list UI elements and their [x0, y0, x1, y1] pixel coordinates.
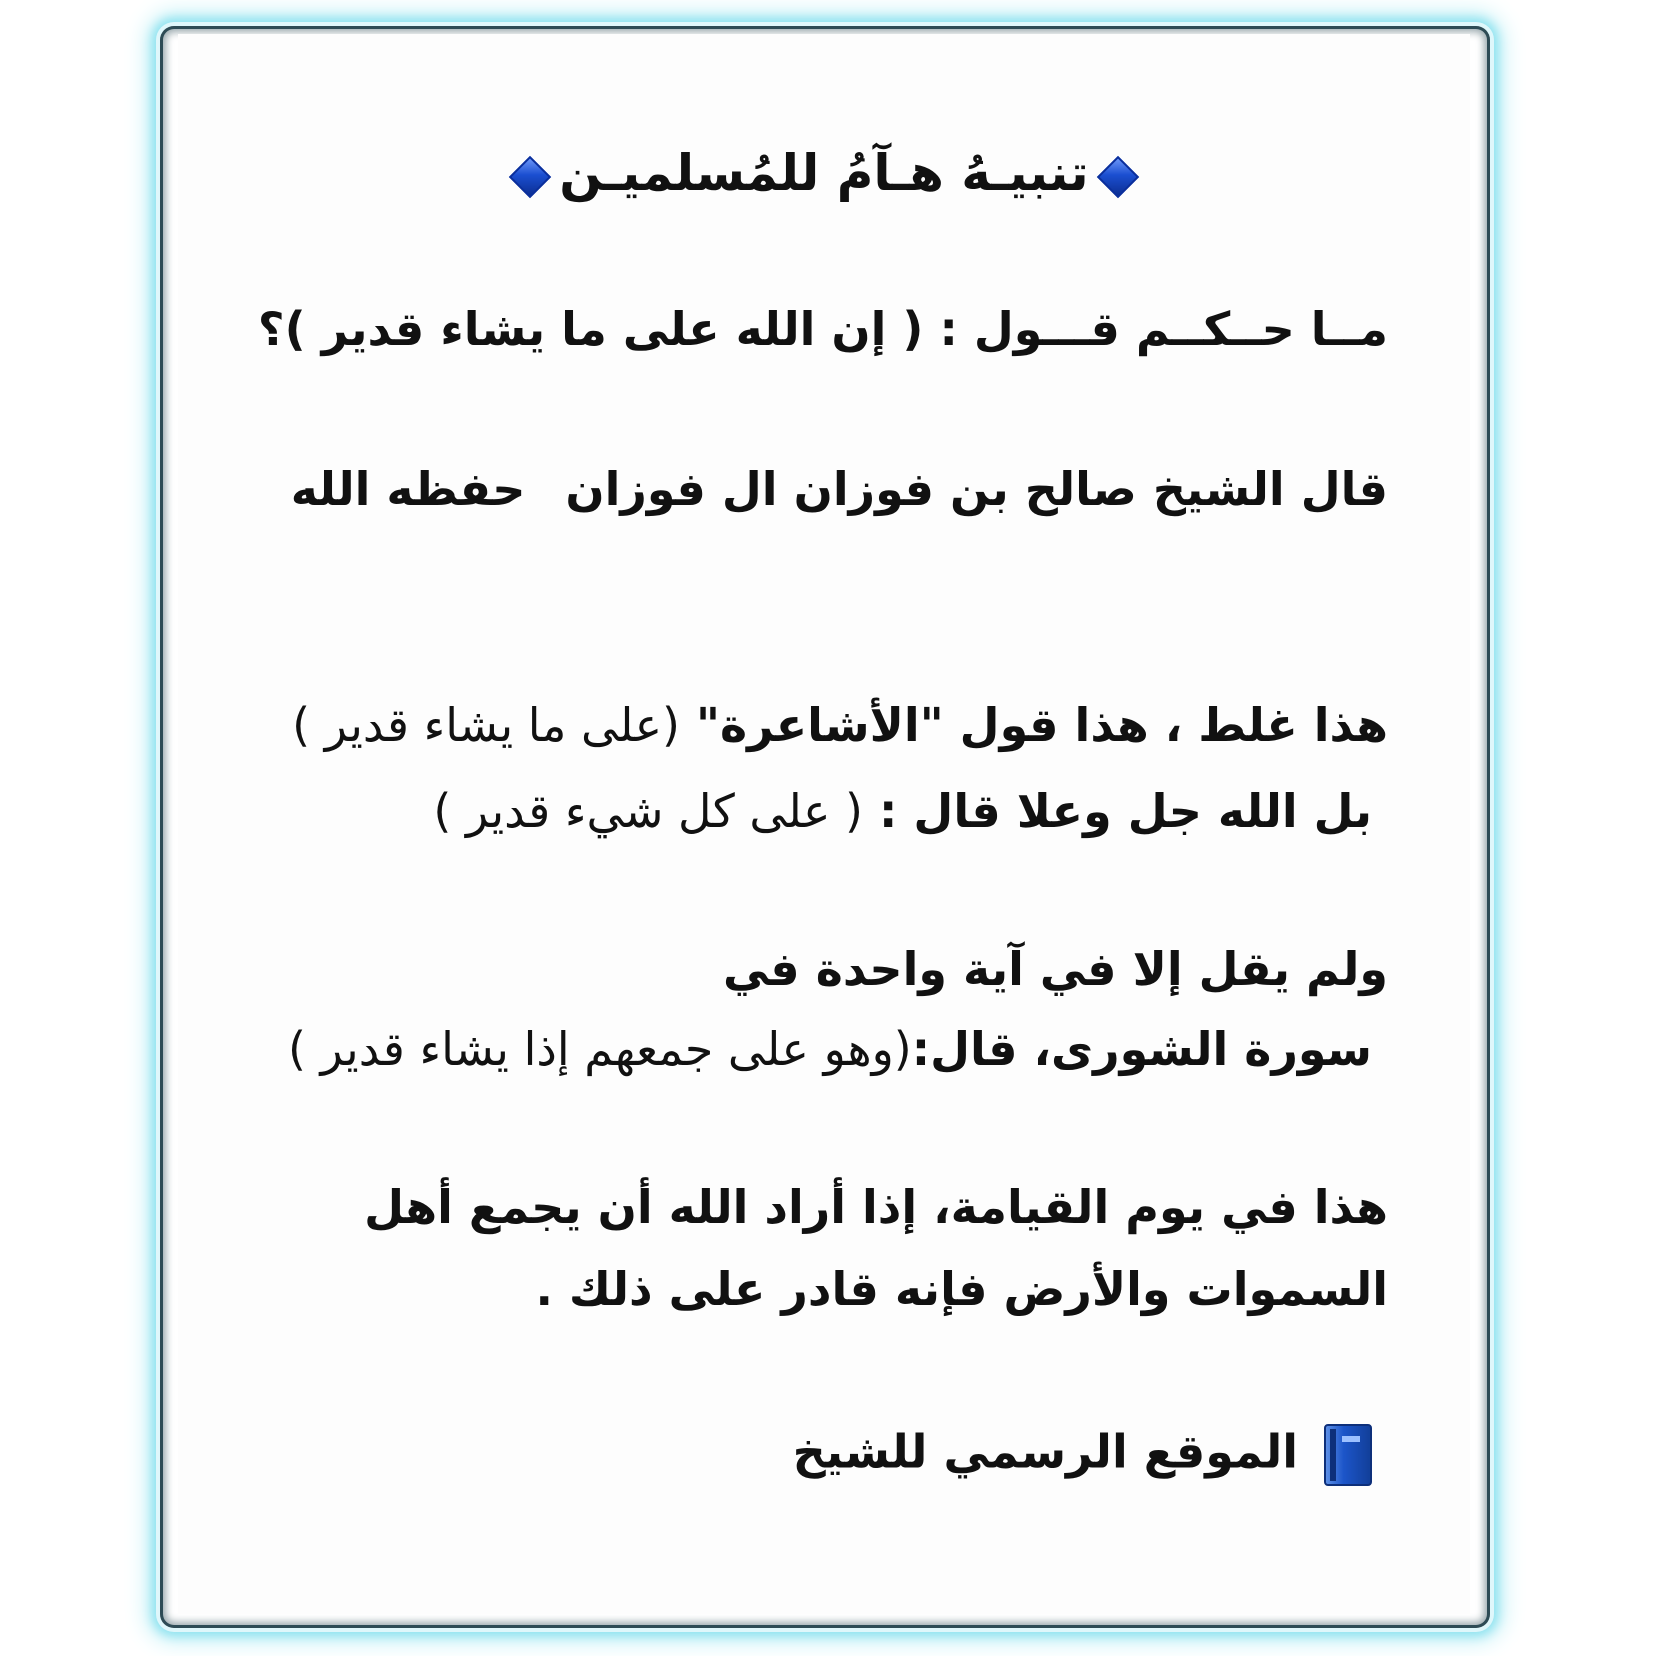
diamond-icon [509, 155, 551, 197]
paragraph3-line1: هذا في يوم القيامة، إذا أراد الله أن يجمع أهل [364, 1180, 1388, 1234]
honorific-text: حفظه الله [290, 462, 526, 516]
diamond-icon [1096, 155, 1138, 197]
source-text: الموقع الرسمي للشيخ [792, 1424, 1298, 1479]
attribution-line [291, 462, 1388, 517]
paragraph2-quote: (وهو على جمعهم إذا يشاء قدير ) [287, 1022, 912, 1076]
paragraph1-line2 [433, 784, 1372, 839]
source-line [793, 1424, 1372, 1486]
speaker-text: قال الشيخ صالح بن فوزان ال فوزان [565, 462, 1388, 516]
question-line: مــا حــكــم قـــول : ( إن الله على ما يشاء قدير )؟ [257, 302, 1388, 356]
paragraph2-bold: سورة الشورى، قال: [911, 1022, 1372, 1076]
paragraph2-line2 [288, 1022, 1372, 1077]
paragraph1-quote: (على ما يشاء قدير ) [292, 698, 680, 752]
book-icon [1324, 1424, 1372, 1486]
page-title [178, 144, 1470, 202]
paragraph1-line1 [292, 698, 1388, 753]
paragraph1-bold: هذا غلط ، هذا قول "الأشاعرة" [696, 698, 1388, 752]
paragraph1-bold-2: بل الله جل وعلا قال : [879, 784, 1372, 838]
paragraph3-line2: السموات والأرض فإنه قادر على ذلك . [535, 1262, 1388, 1316]
title-text: تنبيـهُ هـآمُ للمُسلميـن [559, 144, 1089, 202]
document-card [178, 34, 1470, 1614]
paragraph2-line1: ولم يقل إلا في آية واحدة في [723, 942, 1388, 996]
paragraph1-quote-2: ( على كل شيء قدير ) [433, 784, 863, 838]
